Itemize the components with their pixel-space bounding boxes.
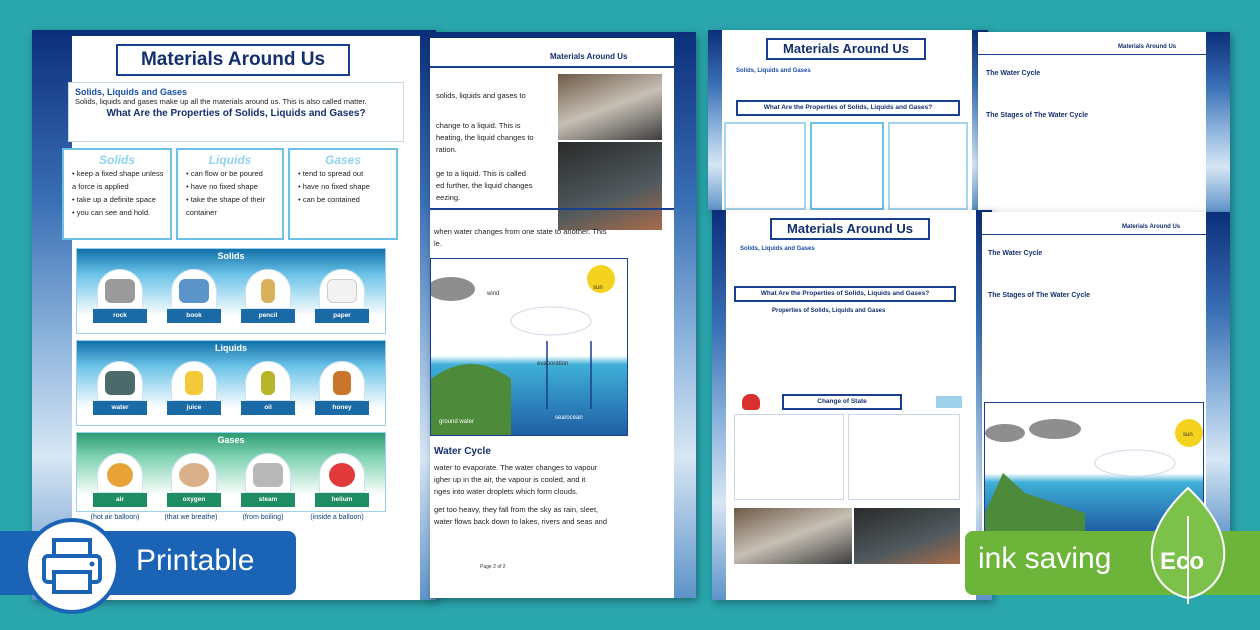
text-line: water flows back down to lakes, rivers and seas and bbox=[434, 517, 608, 526]
page-top-bar bbox=[430, 32, 696, 38]
label: sun bbox=[593, 285, 603, 291]
question-heading: What Are the Properties of Solids, Liquids and Gases? bbox=[106, 108, 366, 119]
solids-properties bbox=[62, 148, 172, 240]
heart-icon bbox=[742, 394, 760, 410]
property-column bbox=[888, 122, 968, 210]
cycle-intro bbox=[434, 226, 674, 250]
property-column bbox=[810, 122, 884, 210]
band-title: Solids bbox=[217, 251, 245, 261]
page-frame-right bbox=[674, 32, 696, 598]
worksheet-page-3 bbox=[708, 30, 988, 210]
rain-cloud-icon bbox=[431, 277, 475, 301]
change-of-state-box: Change of State bbox=[782, 394, 902, 410]
item-label: air bbox=[93, 493, 147, 507]
section-heading: Solids, Liquids and Gases bbox=[740, 246, 815, 252]
kettle-icon bbox=[253, 463, 283, 487]
book-icon bbox=[179, 279, 209, 303]
page-title: Materials Around Us bbox=[770, 218, 930, 240]
worksheet-page-4 bbox=[712, 210, 992, 600]
label: wind bbox=[487, 291, 500, 297]
mountain-icon bbox=[985, 473, 1085, 532]
section-heading: The Water Cycle bbox=[988, 250, 1043, 257]
label: sun bbox=[1183, 432, 1193, 438]
bullet: • have no fixed shape bbox=[186, 182, 258, 191]
page-header: Materials Around Us bbox=[1118, 44, 1177, 50]
section-heading: The Stages of The Water Cycle bbox=[988, 292, 1091, 299]
label: evaporation bbox=[537, 361, 569, 367]
icicle-photo bbox=[558, 74, 662, 140]
gas-item-oxygen bbox=[167, 453, 221, 509]
text-line: heating, the liquid changes to bbox=[436, 133, 534, 142]
liquids-band bbox=[76, 340, 386, 426]
item-label: honey bbox=[315, 401, 369, 415]
page-frame-left bbox=[32, 30, 72, 600]
gases-properties bbox=[288, 148, 398, 240]
gas-caption: (hot air balloon) bbox=[90, 514, 140, 521]
item-label: oxygen bbox=[167, 493, 221, 507]
icicle-photo bbox=[734, 508, 852, 564]
cloud-icon bbox=[511, 307, 591, 335]
band-title: Liquids bbox=[215, 343, 247, 353]
text-line: nges into water droplets which form clouds. bbox=[434, 487, 578, 496]
header-rule bbox=[430, 66, 674, 68]
page-number: Page 2 of 2 bbox=[480, 564, 506, 570]
printer-badge-circle bbox=[24, 518, 120, 614]
liquid-item-honey bbox=[315, 361, 369, 417]
gas-item-helium bbox=[315, 453, 369, 509]
text-line: solids, liquids and gases to bbox=[436, 91, 526, 100]
worksheet-page-2 bbox=[430, 32, 696, 598]
header-rule bbox=[982, 234, 1206, 235]
page-frame-right bbox=[1206, 32, 1230, 212]
bullet: • can be contained bbox=[298, 195, 360, 204]
liquid-item-juice bbox=[167, 361, 221, 417]
item-label: rock bbox=[93, 309, 147, 323]
bullet: • keep a fixed shape unless a force is applied bbox=[72, 169, 164, 191]
page-top-bar bbox=[32, 30, 436, 36]
body-text bbox=[436, 90, 556, 204]
page-frame-left bbox=[712, 210, 726, 600]
item-label: steam bbox=[241, 493, 295, 507]
question-box: What Are the Properties of Solids, Liquids and Gases? bbox=[736, 100, 960, 116]
text-line: water to evaporate. The water changes to vapour bbox=[434, 463, 598, 472]
text-line: ed further, the liquid changes bbox=[436, 181, 533, 190]
page-frame-left bbox=[708, 30, 722, 210]
rock-icon bbox=[105, 279, 135, 303]
text-line: le. bbox=[434, 239, 442, 248]
column-title: Liquids bbox=[208, 153, 252, 167]
printable-label: Printable bbox=[136, 544, 255, 577]
balloon-icon bbox=[107, 463, 133, 487]
section-heading: The Stages of The Water Cycle bbox=[986, 112, 1089, 119]
printer-icon bbox=[28, 522, 116, 610]
worksheet-page-1 bbox=[32, 30, 436, 600]
section-rule bbox=[430, 208, 674, 210]
change-state-text-left bbox=[734, 414, 844, 500]
water-cycle-svg bbox=[431, 259, 628, 436]
intro-heading: Solids, Liquids and Gases bbox=[75, 87, 188, 97]
text-line: change to a liquid. This is bbox=[436, 121, 521, 130]
text-line: when water changes from one state to another. This bbox=[434, 227, 607, 236]
section-heading: Properties of Solids, Liquids and Gases bbox=[772, 308, 886, 314]
water-cycle-heading: Water Cycle bbox=[434, 446, 491, 457]
steam-photo bbox=[854, 508, 960, 564]
rain-cloud-icon bbox=[1029, 419, 1081, 439]
label: ground water bbox=[439, 419, 475, 425]
liquid-item-oil bbox=[241, 361, 295, 417]
liquid-item-water bbox=[93, 361, 147, 417]
bullet: • can flow or be poured bbox=[186, 169, 263, 178]
page-header: Materials Around Us bbox=[550, 52, 628, 61]
bullet: • tend to spread out bbox=[298, 169, 364, 178]
juice-icon bbox=[185, 371, 203, 395]
gases-band bbox=[76, 432, 386, 512]
solids-band bbox=[76, 248, 386, 334]
item-label: helium bbox=[315, 493, 369, 507]
cloud-icon bbox=[1095, 450, 1175, 476]
section-heading: The Water Cycle bbox=[986, 70, 1041, 77]
text-line: ration. bbox=[436, 145, 457, 154]
solid-item-book bbox=[167, 269, 221, 325]
page-title: Materials Around Us bbox=[116, 44, 350, 76]
bullet: • take the shape of their container bbox=[186, 195, 265, 217]
eco-label: Eco bbox=[1160, 548, 1205, 575]
item-label: paper bbox=[315, 309, 369, 323]
gas-caption: (that we breathe) bbox=[164, 514, 218, 521]
change-state-text-right bbox=[848, 414, 960, 500]
solid-item-paper bbox=[315, 269, 369, 325]
water-icon bbox=[105, 371, 135, 395]
oxygen-icon bbox=[179, 463, 209, 487]
solid-item-pencil bbox=[241, 269, 295, 325]
bullet: • take up a definite space bbox=[72, 195, 156, 204]
text-line: igher up in the air, the vapour is cooled, and it bbox=[434, 475, 586, 484]
item-label: book bbox=[167, 309, 221, 323]
gas-caption: (from boiling) bbox=[242, 514, 284, 521]
ice-icon bbox=[936, 396, 962, 408]
cycle-text bbox=[434, 462, 674, 528]
item-label: pencil bbox=[241, 309, 295, 323]
oil-icon bbox=[261, 371, 275, 395]
pencil-icon bbox=[261, 279, 275, 303]
band-title: Gases bbox=[217, 435, 245, 445]
column-title: Solids bbox=[98, 153, 135, 167]
bullet: • you can see and hold. bbox=[72, 208, 151, 217]
ink-saving-label: ink saving bbox=[978, 542, 1112, 575]
intro-box bbox=[68, 82, 404, 142]
question-box: What Are the Properties of Solids, Liquids and Gases? bbox=[734, 286, 956, 302]
land-icon bbox=[431, 364, 511, 436]
rain-cloud-icon bbox=[985, 424, 1025, 442]
text-line: ge to a liquid. This is called bbox=[436, 169, 526, 178]
red-balloon-icon bbox=[329, 463, 355, 487]
property-column bbox=[724, 122, 806, 210]
steam-photo bbox=[558, 142, 662, 230]
solid-item-rock bbox=[93, 269, 147, 325]
honey-icon bbox=[333, 371, 351, 395]
gas-caption: (inside a balloon) bbox=[310, 514, 364, 521]
item-label: juice bbox=[167, 401, 221, 415]
item-label: water bbox=[93, 401, 147, 415]
worksheet-page-3b bbox=[978, 32, 1230, 212]
page-header: Materials Around Us bbox=[1122, 224, 1181, 230]
bullet: • have no fixed shape bbox=[298, 182, 370, 191]
item-label: oil bbox=[241, 401, 295, 415]
page-title: Materials Around Us bbox=[766, 38, 926, 60]
text-line: eezing. bbox=[436, 193, 461, 202]
water-cycle-diagram bbox=[430, 258, 628, 436]
gas-item-air bbox=[93, 453, 147, 509]
text-line: get too heavy, they fall from the sky as rain, sleet, bbox=[434, 505, 599, 514]
header-rule bbox=[978, 54, 1206, 55]
paper-icon bbox=[327, 279, 357, 303]
label: sea/ocean bbox=[555, 415, 583, 421]
column-title: Gases bbox=[324, 153, 362, 167]
liquids-properties bbox=[176, 148, 284, 240]
gas-item-steam bbox=[241, 453, 295, 509]
section-heading: Solids, Liquids and Gases bbox=[736, 68, 811, 74]
eco-leaf-icon bbox=[1140, 486, 1236, 606]
intro-text: Solids, liquids and gases make up all the materials around us. This is also called matter. bbox=[75, 97, 367, 106]
